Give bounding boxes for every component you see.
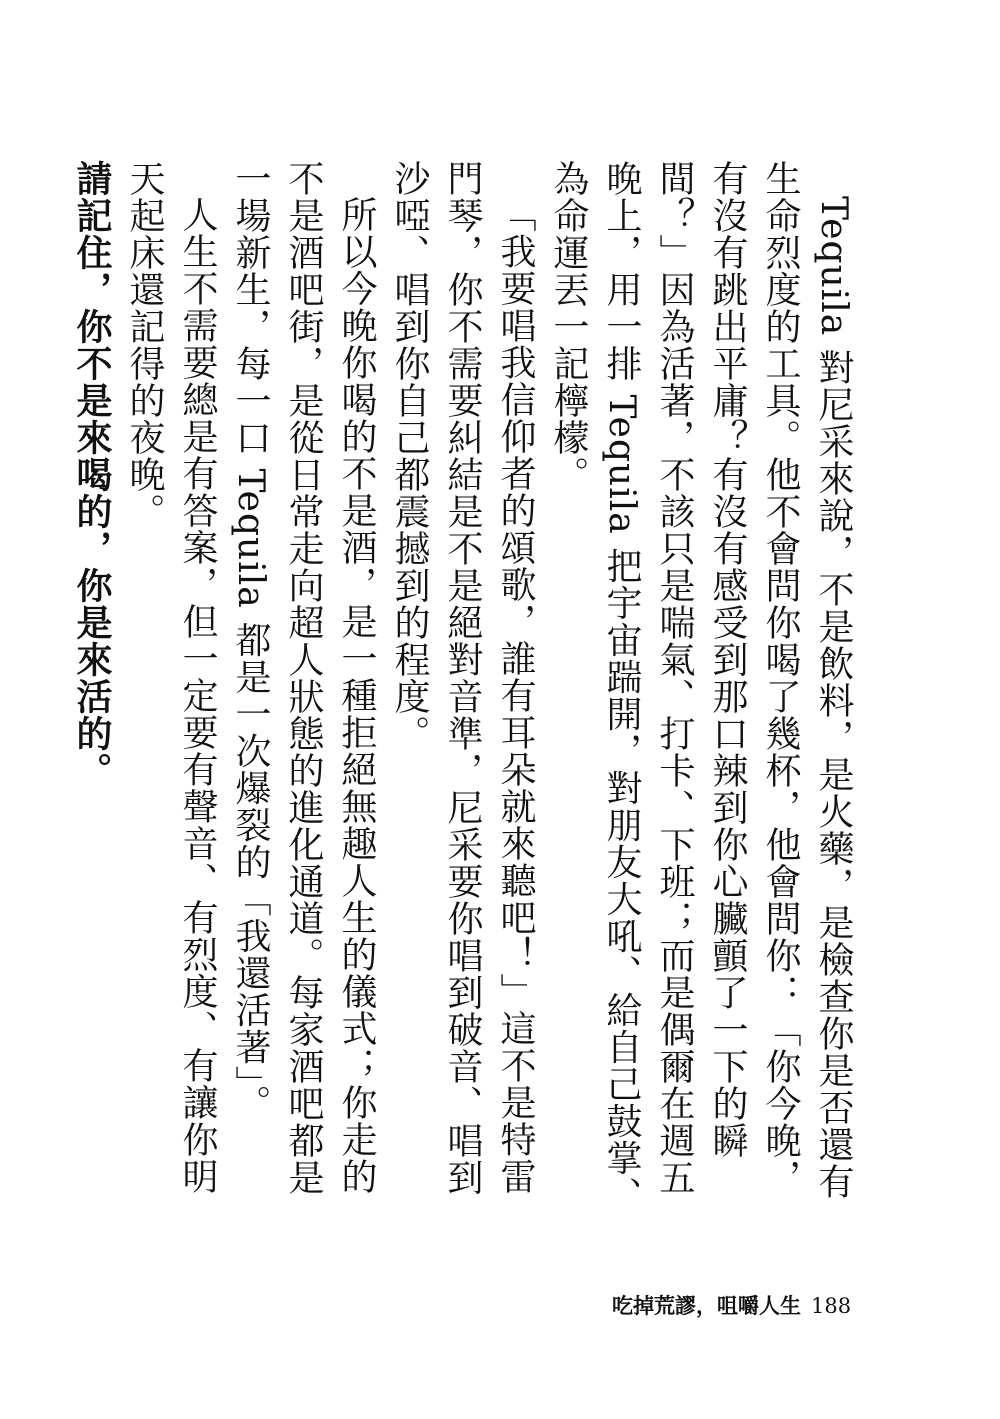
paragraph-2: 「我要唱我信仰者的頌歌，誰有耳朵就來聽吧！」這不是特雷門琴，你不需要糾結是不是絕對音準，尼采要你唱到破音、唱到沙啞、唱到你自己都震撼到的程度。 [389,160,536,1196]
paragraph-3: 所以今晚你喝的不是酒，是一種拒絕無趣人生的儀式；你走的不是酒吧街，是從日常走向超人狀態的進化通道。每家酒吧都是一場新生，每一口 Tequila 都是一次爆裂的「我還活著」。 [230,160,377,1196]
closing-statement: 請記住，你不是來喝的，你是來活的。 [71,160,113,789]
book-title: 吃掉荒謬，咀嚼人生 [612,1294,801,1318]
page-footer [612,1290,872,1330]
paragraph-1: Tequila 對尼采來說，不是飲料，是火藥，是檢查你是否還有生命烈度的工具。他不會問你喝了幾杯，他會問你：「你今晚，有沒有跳出平庸？有沒有感受到那口辣到你心臟顫了一下的瞬間？」因為活著，不該只是喘氣、打卡、下班；而是偶爾在週五晚上，用一排 Tequila 把宇宙踹開，對朋友大吼、給自己鼓掌、為命運丟一記檸檬。 [548,160,854,1214]
paragraph-4: 人生不需要總是有答案，但一定要有聲音、有烈度、有讓你明天起床還記得的夜晚。 [124,160,218,1195]
vertical-text-body [71,160,860,1220]
page-number: 188 [811,1294,852,1318]
